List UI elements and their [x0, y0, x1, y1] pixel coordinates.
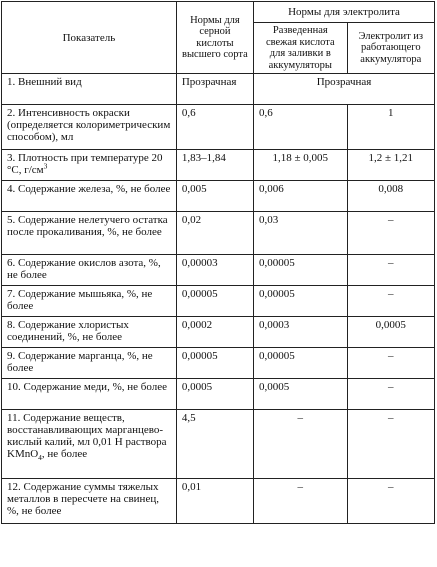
used-electrolyte-value: 1,2 ± 1,21 [347, 150, 434, 181]
acid-value: 1,83–1,84 [176, 150, 253, 181]
row-label [2, 410, 177, 479]
row-label: 7. Содержание мышьяка, %, не более [2, 286, 177, 317]
row-label-text: 3. Плотность при температуре 20 °С, г/см [7, 152, 163, 176]
fresh-acid-value: 0,006 [254, 181, 348, 212]
header-used-electrolyte: Электролит из работающего аккумулятора [347, 23, 434, 74]
header-electrolyte-group: Нормы для электролита [254, 2, 435, 23]
row-label: 9. Содержание марганца, %, не более [2, 348, 177, 379]
table-row [2, 348, 435, 379]
electrolyte-merged-value: Прозрачная [254, 74, 435, 105]
fresh-acid-value: 1,18 ± 0,005 [254, 150, 348, 181]
acid-value: 0,00005 [176, 286, 253, 317]
acid-value: 0,01 [176, 479, 253, 524]
fresh-acid-value: 0,0003 [254, 317, 348, 348]
used-electrolyte-value: – [347, 410, 434, 479]
sulfuric-acid-norms-table [1, 1, 435, 524]
acid-value: 0,02 [176, 212, 253, 255]
used-electrolyte-value: – [347, 348, 434, 379]
table-row [2, 286, 435, 317]
fresh-acid-value: 0,6 [254, 105, 348, 150]
fresh-acid-value: – [254, 479, 348, 524]
fresh-acid-value: 0,00005 [254, 255, 348, 286]
row-label: 4. Содержание железа, %, не более [2, 181, 177, 212]
acid-value: 0,0002 [176, 317, 253, 348]
acid-value: 0,00005 [176, 348, 253, 379]
row-label: 5. Содержание нелетучего остатка после прокаливания, %, не более [2, 212, 177, 255]
row-label-text-tail: , не более [41, 448, 88, 460]
row-label: 8. Содержание хлористых соединений, %, не более [2, 317, 177, 348]
used-electrolyte-value: – [347, 479, 434, 524]
table-row [2, 317, 435, 348]
table-row [2, 255, 435, 286]
table-row [2, 74, 435, 105]
row-label: 10. Содержание меди, %, не более [2, 379, 177, 410]
row-label-subscript: 4 [38, 453, 42, 463]
row-label-superscript: 3 [43, 161, 48, 171]
table-row [2, 105, 435, 150]
table-row [2, 379, 435, 410]
table-row [2, 212, 435, 255]
used-electrolyte-value: 0,0005 [347, 317, 434, 348]
used-electrolyte-value: 1 [347, 105, 434, 150]
fresh-acid-value: 0,03 [254, 212, 348, 255]
fresh-acid-value: 0,0005 [254, 379, 348, 410]
used-electrolyte-value: – [347, 379, 434, 410]
header-indicator: Показатель [2, 2, 177, 74]
table-row [2, 181, 435, 212]
header-fresh-acid: Разведенная свежая кислота для заливки в аккумуляторы [254, 23, 348, 74]
acid-value: 0,0005 [176, 379, 253, 410]
row-label [2, 150, 177, 181]
acid-value: 4,5 [176, 410, 253, 479]
used-electrolyte-value: – [347, 255, 434, 286]
header-sulfuric-acid: Нормы для серной кислоты высшего сорта [176, 2, 253, 74]
row-label-text: 11. Содержание веществ, восстанавливающих марганцево-кислый калий, мл 0,01 Н раствора KMnO [7, 412, 167, 460]
acid-value: Прозрачная [176, 74, 253, 105]
row-label: 2. Интенсивность окраски (определяется колориметрическим способом), мл [2, 105, 177, 150]
row-label: 6. Содержание окислов азота, %, не более [2, 255, 177, 286]
fresh-acid-value: – [254, 410, 348, 479]
row-label: 1. Внешний вид [2, 74, 177, 105]
fresh-acid-value: 0,00005 [254, 348, 348, 379]
acid-value: 0,00003 [176, 255, 253, 286]
acid-value: 0,005 [176, 181, 253, 212]
used-electrolyte-value: – [347, 286, 434, 317]
table-row [2, 410, 435, 479]
used-electrolyte-value: 0,008 [347, 181, 434, 212]
table-row [2, 150, 435, 181]
row-label: 12. Содержание суммы тяжелых металлов в пересчете на свинец, %, не более [2, 479, 177, 524]
fresh-acid-value: 0,00005 [254, 286, 348, 317]
table-row [2, 479, 435, 524]
acid-value: 0,6 [176, 105, 253, 150]
used-electrolyte-value: – [347, 212, 434, 255]
